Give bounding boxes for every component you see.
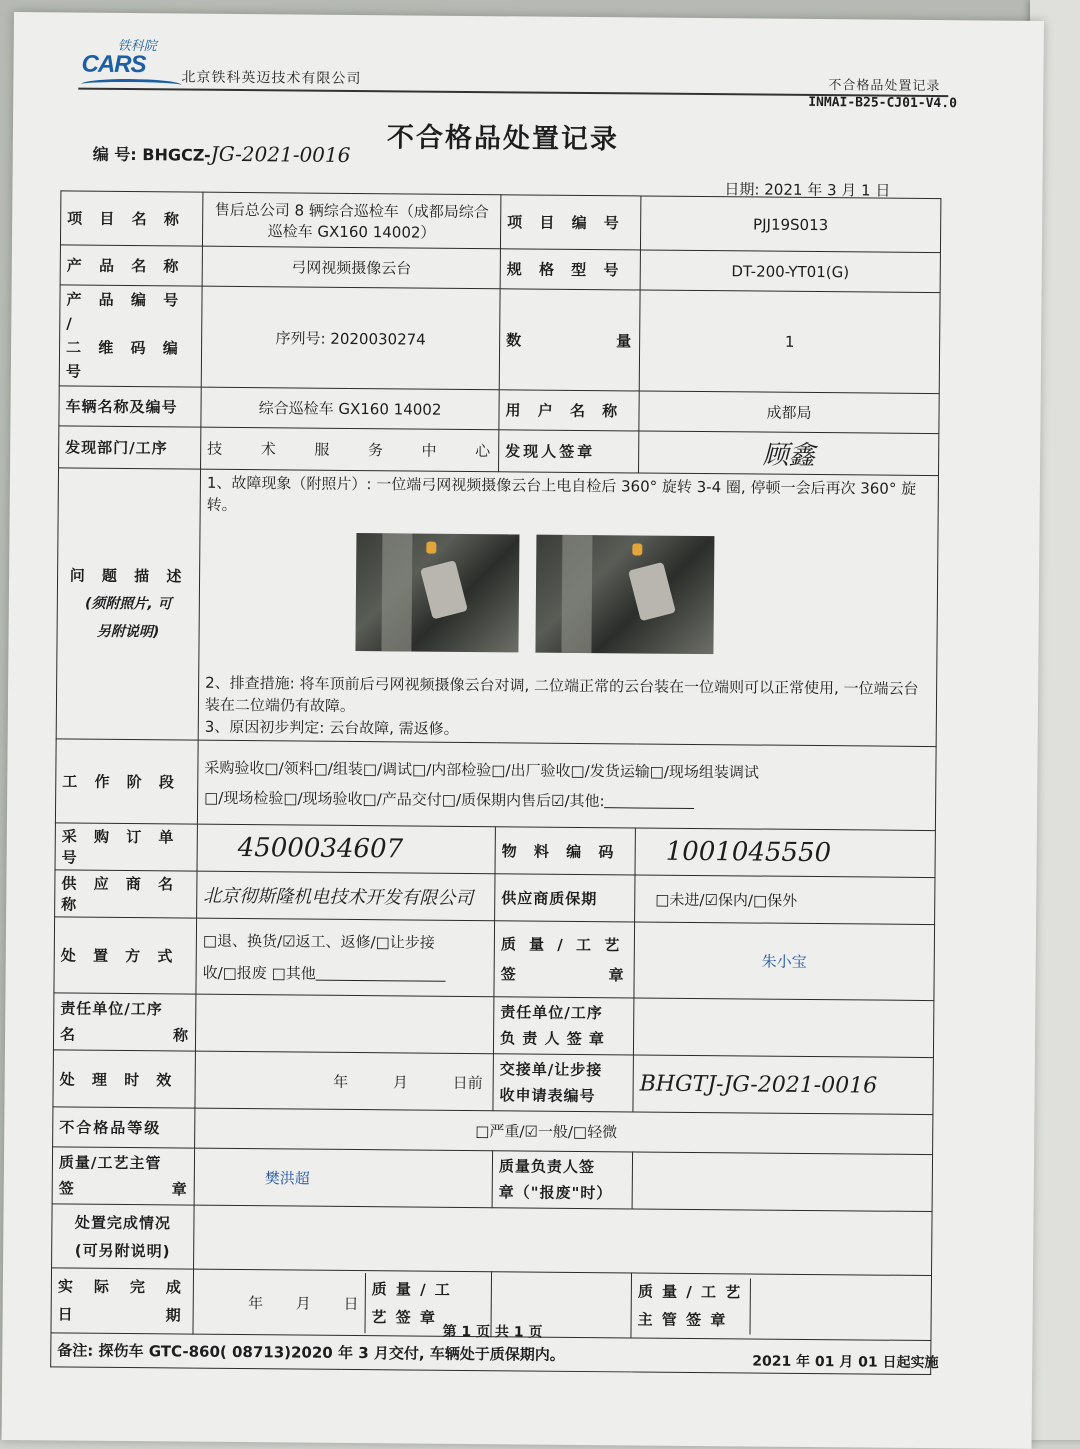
supplier-label: 供 应 商 名 称 bbox=[55, 870, 197, 918]
disposal-line1: □退、换货/☑返工、返修/□让步接 bbox=[202, 931, 435, 952]
dept-label: 发现部门/工序 bbox=[59, 426, 201, 469]
done-label-line1: 处置完成情况 bbox=[74, 1213, 172, 1232]
product-name-value: 弓网视频摄像云台 bbox=[202, 246, 500, 289]
desc-body bbox=[198, 469, 938, 746]
actual-date-label-line2: 日 期 bbox=[57, 1305, 187, 1325]
qty-label: 数 量 bbox=[499, 289, 640, 391]
header-rule bbox=[78, 88, 948, 98]
resp-unit-label bbox=[53, 993, 195, 1051]
qa-signature-stamp: 朱小宝 bbox=[634, 922, 935, 1001]
record-date: 日期: 2021 年 3 月 1 日 bbox=[724, 180, 891, 200]
qa-sign2-label-line2: 艺 签 章 bbox=[371, 1308, 437, 1327]
spec-label: 规 格 型 号 bbox=[500, 249, 640, 290]
material-label: 物 料 编 码 bbox=[495, 827, 635, 875]
doc-number-label: 编 号: BHGCZ- bbox=[92, 144, 211, 165]
document-sheet bbox=[2, 12, 1044, 1449]
handover-value: BHGTJ-JG-2021-0016 bbox=[633, 1055, 933, 1115]
handover-label-line1: 交接单/让步接 bbox=[499, 1060, 603, 1080]
desc-label-cell bbox=[56, 468, 200, 740]
handover-label-line2: 收申请表编号 bbox=[499, 1086, 596, 1106]
warranty-label: 供应商质保期 bbox=[495, 874, 635, 922]
product-no-label-line1: 产 品 编 号 / bbox=[66, 290, 185, 333]
qa-label bbox=[494, 921, 635, 998]
resp-unit-value bbox=[195, 994, 493, 1054]
stage-options-line1: 采购验收□/领料□/组装□/调试□/内部检验□/出厂验收□/发货运输□/现场组装调试 bbox=[204, 758, 760, 782]
record-table bbox=[50, 190, 941, 1375]
doc-type: 不合格品处置记录 bbox=[828, 78, 941, 95]
project-name-value: 售后总公司 8 辆综合巡检车（成都局综合巡检车 GX160 14002） bbox=[202, 192, 500, 249]
qa-head-label-line1: 质量负责人签 bbox=[498, 1157, 596, 1177]
page-number: 第 1 页 共 1 页 bbox=[442, 1323, 543, 1341]
stage-value bbox=[197, 740, 936, 830]
qa-sign2-label-line1: 质 量 / 工 bbox=[371, 1280, 452, 1299]
qa-mgr2-label-line1: 质 量 / 工 艺 bbox=[637, 1282, 743, 1302]
desc-label: 问 题 描 述 bbox=[69, 566, 188, 586]
fault-photo-1 bbox=[355, 533, 519, 652]
cars-logo bbox=[81, 35, 181, 92]
stage-options-line2-text: □/现场检验□/现场验收□/产品交付□/质保期内售后☑/其他: bbox=[204, 788, 605, 810]
resp-sign-value bbox=[633, 998, 933, 1058]
page-title: 不合格品处置记录 bbox=[386, 122, 620, 156]
qa-head-label-line2: 章（"报废"时） bbox=[498, 1183, 613, 1203]
qa-label-line2: 签 章 bbox=[500, 964, 628, 984]
done-label-line2: (可另附说明) bbox=[74, 1241, 171, 1260]
resp-sign-label bbox=[493, 997, 633, 1055]
disposal-line2 bbox=[202, 956, 487, 990]
actual-date-value: 年 月 日 bbox=[247, 1293, 359, 1313]
qty-value: 1 bbox=[639, 290, 940, 394]
dept-value: 技 术 服 务 中 心 bbox=[201, 427, 499, 472]
logo-en-text: CARS bbox=[81, 50, 146, 79]
qa-head-value bbox=[632, 1152, 932, 1212]
user-label: 用 户 名 称 bbox=[499, 390, 639, 431]
resp-sign-label-line1: 责任单位/工序 bbox=[500, 1003, 603, 1023]
supplier-value: 北京彻斯隆机电技术开发有限公司 bbox=[197, 871, 495, 921]
disposal-value bbox=[196, 918, 495, 997]
doc-code: INMAI-B25-CJ01-V4.0 bbox=[808, 94, 958, 112]
stage-options-line2 bbox=[204, 782, 929, 818]
product-no-label-line2: 二 维 码 编 号 bbox=[65, 338, 184, 381]
product-no-label bbox=[59, 285, 202, 387]
actual-date-label-line1: 实 际 完 成 bbox=[57, 1277, 187, 1297]
mgr-label bbox=[52, 1147, 194, 1205]
qa-mgr2-label-line2: 主 管 签 章 bbox=[637, 1310, 728, 1330]
grade-label: 不合格品等级 bbox=[53, 1107, 195, 1148]
qa-head-label bbox=[492, 1151, 632, 1209]
resp-unit-label-line1: 责任单位/工序 bbox=[60, 999, 163, 1019]
fault-photo-2 bbox=[535, 535, 714, 655]
logo-cn-text: 铁科院 bbox=[117, 38, 157, 55]
project-no-value: PJJ19S013 bbox=[640, 196, 940, 253]
disposal-other-blank bbox=[316, 965, 446, 981]
po-value: 4500034607 bbox=[197, 824, 495, 874]
time-value: 年 月 日前 bbox=[195, 1051, 493, 1111]
product-no-value: 序列号: 2020030274 bbox=[201, 286, 500, 390]
vehicle-value: 综合巡检车 GX160 14002 bbox=[201, 387, 499, 430]
finder-label: 发现人签章 bbox=[499, 430, 639, 473]
mgr-signature-stamp: 樊洪超 bbox=[194, 1148, 492, 1208]
desc-item-2: 2、排查措施: 将车顶前后弓网视频摄像云台对调, 二位端正常的云台装在一位端则可以正常使用, 一位端云台装在二位端仍有故障。 bbox=[204, 673, 919, 716]
handover-label bbox=[493, 1054, 633, 1112]
qa-label-line1: 质 量 / 工 艺 bbox=[500, 934, 624, 954]
doc-number-handwritten: JG-2021-0016 bbox=[210, 141, 351, 167]
effective-date: 2021 年 01 月 01 日起实施 bbox=[752, 1353, 939, 1372]
done-label bbox=[52, 1204, 195, 1269]
finder-signature: 顾鑫 bbox=[639, 431, 939, 476]
doc-number bbox=[93, 141, 351, 167]
stage-label: 工 作 阶 段 bbox=[55, 739, 198, 824]
mgr-label-line2: 签 章 bbox=[58, 1179, 188, 1199]
spec-value: DT-200-YT01(G) bbox=[640, 250, 940, 293]
company-name: 北京铁科英迈技术有限公司 bbox=[181, 69, 362, 88]
disposal-label: 处 置 方 式 bbox=[54, 917, 197, 994]
time-label: 处 理 时 效 bbox=[53, 1050, 195, 1108]
resp-sign-label-line2: 负 责 人 签 章 bbox=[499, 1029, 606, 1049]
desc-item-1: 1、故障现象（附照片）: 一位端弓网视频摄像云台上电自检后 360° 旋转 3-4 圈, 停顿一会后再次 360° 旋转。 bbox=[206, 473, 917, 514]
camera-gimbal-icon bbox=[420, 560, 468, 619]
vehicle-label: 车辆名称及编号 bbox=[59, 386, 201, 427]
project-name-label: 项 目 名 称 bbox=[60, 191, 202, 246]
warranty-value: □未进/☑保内/□保外 bbox=[635, 875, 935, 925]
desc-item-3: 3、原因初步判定: 云台故障, 需返修。 bbox=[204, 717, 459, 738]
done-value bbox=[194, 1205, 933, 1275]
desc-note-2: 另附说明) bbox=[96, 623, 160, 641]
product-name-label: 产 品 名 称 bbox=[60, 245, 202, 286]
material-value: 1001045550 bbox=[635, 828, 935, 878]
resp-unit-label-line2: 名 称 bbox=[60, 1025, 190, 1045]
camera-gimbal-icon bbox=[628, 562, 676, 621]
stage-other-blank bbox=[605, 793, 695, 809]
project-no-label: 项 目 编 号 bbox=[500, 195, 640, 250]
remark: 备注: 探伤车 GTC-860( 08713)2020 年 3 月交付, 车辆处于质保期内。 bbox=[51, 1333, 931, 1375]
photo-strip bbox=[205, 532, 931, 668]
desc-note-1: (须附照片, 可 bbox=[84, 595, 172, 613]
disposal-line2-text: 收/□报废 □其他 bbox=[202, 963, 316, 983]
user-value: 成都局 bbox=[639, 391, 939, 434]
grade-value: □严重/☑一般/□轻微 bbox=[195, 1108, 933, 1154]
mgr-label-line1: 质量/工艺主管 bbox=[58, 1153, 162, 1173]
po-label: 采 购 订 单 号 bbox=[55, 823, 197, 871]
